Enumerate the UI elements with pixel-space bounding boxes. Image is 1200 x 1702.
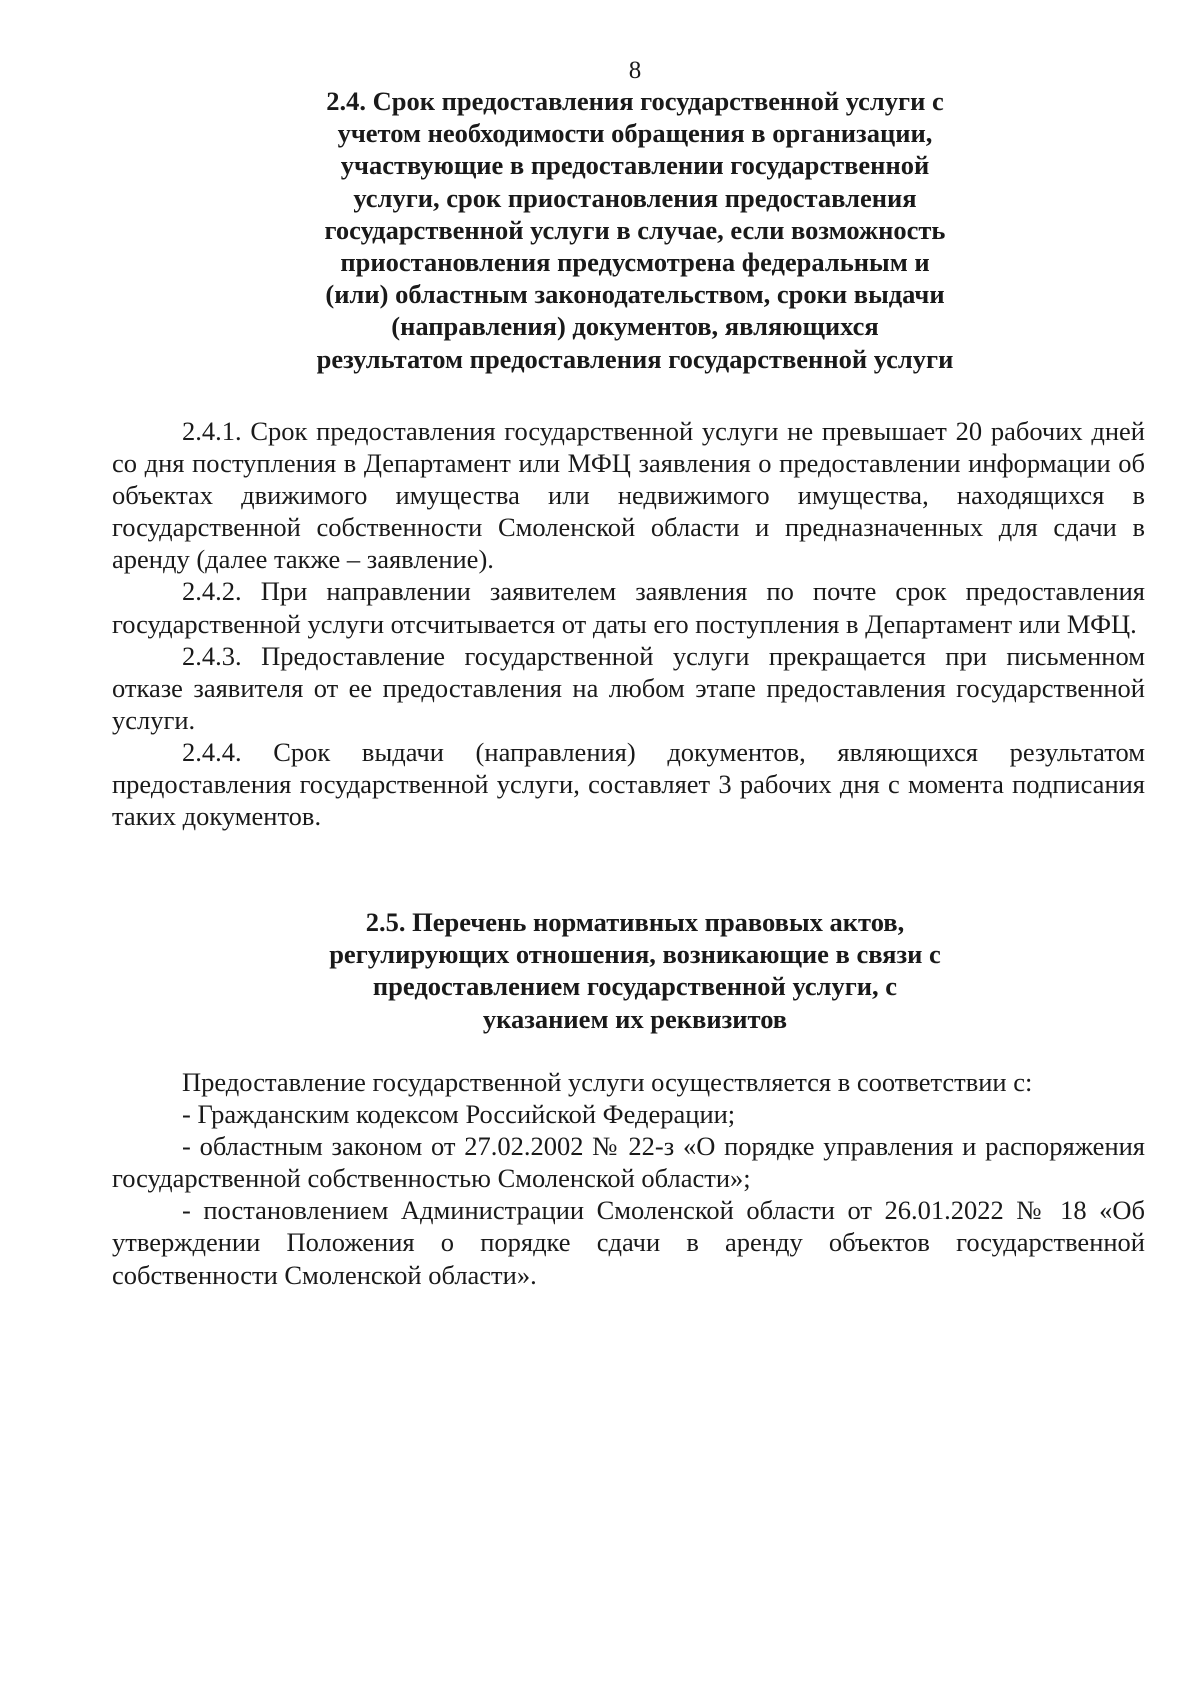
section-2-5-intro: Предоставление государственной услуги осуществляется в соответствии с: — [182, 1067, 1033, 1097]
section-2-5-heading — [250, 906, 1020, 1035]
heading-line: указанием их реквизитов — [482, 1003, 788, 1034]
legal-act-item: - областным законом от 27.02.2002 № 22-з «О порядке управления и распоряжения государственной собственностью Смоленской области»; — [112, 1131, 1145, 1194]
paragraph-2-4-1: 2.4.1. Срок предоставления государственной услуги не превышает 20 рабочих дней со дня поступления в Департамент или МФЦ заявления о предоставлении информации об объектах движимого имущества или недвижимого имущества, находящихся в государственной собственности Смоленской области и предназначенных для сдачи в аренду (далее также – заявление). — [112, 416, 1145, 575]
legal-act-item: - постановлением Администрации Смоленской области от 26.01.2022 № 18 «Об утверждении Положения о порядке сдачи в аренду объектов государственной собственности Смоленской области». — [112, 1195, 1145, 1290]
heading-line: (или) областным законодательством, сроки выдачи — [325, 279, 945, 310]
paragraph-2-4-3: 2.4.3. Предоставление государственной услуги прекращается при письменном отказе заявителя от ее предоставления на любом этапе предоставления государственной услуги. — [112, 640, 1145, 735]
section-2-4-heading — [250, 85, 1020, 375]
heading-line: государственной услуги в случае, если возможность — [324, 214, 946, 245]
heading-line: участвующие в предоставлении государственной — [340, 150, 930, 181]
heading-line: результатом предоставления государственной услуги — [316, 343, 954, 374]
paragraph-2-4-4: 2.4.4. Срок выдачи (направления) документов, являющихся результатом предоставления государственной услуги, составляет 3 рабочих дня с момента подписания таких документов. — [112, 736, 1145, 832]
heading-line: услуги, срок приостановления предоставления — [353, 182, 917, 213]
heading-line: регулирующих отношения, возникающие в связи с — [329, 939, 941, 970]
heading-line: приостановления предусмотрена федеральным и — [340, 247, 930, 278]
heading-line: предоставлением государственной услуги, с — [372, 971, 898, 1002]
section-2-5-body — [112, 1066, 1145, 1291]
section-2-4-body — [112, 415, 1145, 832]
heading-line: (направления) документов, являющихся — [391, 311, 879, 342]
heading-line: учетом необходимости обращения в организации, — [337, 118, 933, 149]
heading-line: 2.5. Перечень нормативных правовых актов, — [365, 907, 905, 937]
page-number: 8 — [628, 57, 642, 84]
paragraph-2-4-2: 2.4.2. При направлении заявителем заявления по почте срок предоставления государственной услуги отсчитывается от даты его поступления в Департамент или МФЦ. — [112, 576, 1145, 639]
heading-line: 2.4. Срок предоставления государственной услуги с — [326, 86, 944, 116]
legal-act-item: - Гражданским кодексом Российской Федерации; — [182, 1099, 736, 1130]
